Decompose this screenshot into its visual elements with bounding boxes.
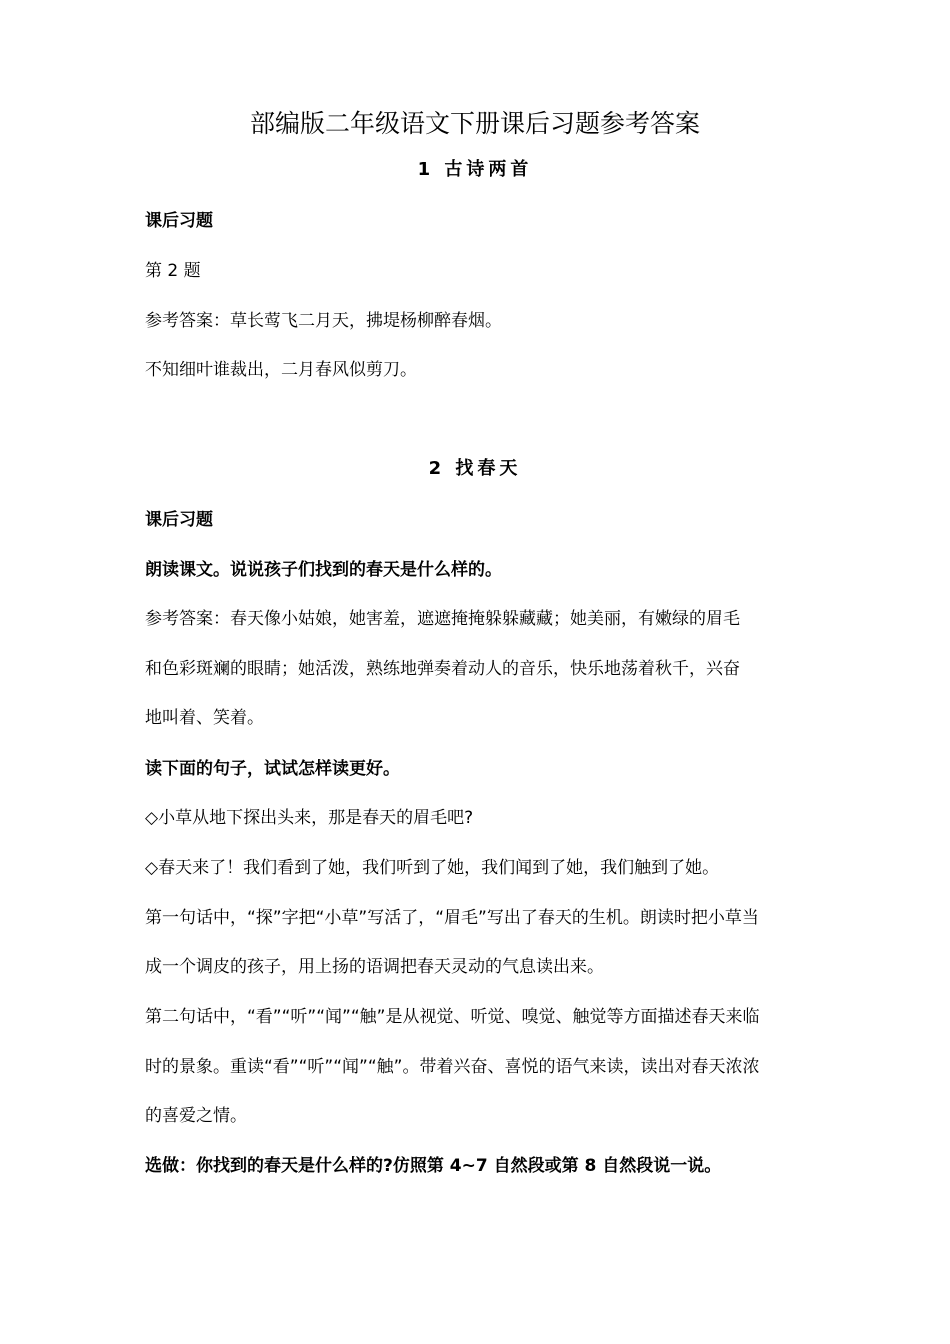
document-title: 部编版二年级语文下册课后习题参考答案 — [249, 109, 700, 138]
answer-line: 不知细叶谁裁出，二月春风似剪刀。 — [145, 360, 417, 380]
example-sentence: ◇小草从地下探出头来，那是春天的眉毛吧? — [145, 808, 474, 828]
explanation-line: 时的景象。重读“看”“听”“闻”“触”。带着兴奋、喜悦的语气来读，读出对春天浓浓 — [145, 1057, 760, 1077]
answer-line: 参考答案：春天像小姑娘，她害羞，遮遮掩掩躲躲藏藏；她美丽，有嫩绿的眉毛 — [145, 609, 740, 629]
explanation-line: 第二句话中，“看”“听”“闻”“触”是从视觉、听觉、嗅觉、触觉等方面描述春天来临 — [145, 1007, 760, 1027]
answer-line: 参考答案：草长莺飞二月天，拂堤杨柳醉春烟。 — [145, 311, 502, 331]
answer-line: 和色彩斑斓的眼睛；她活泼，熟练地弹奏着动人的音乐，快乐地荡着秋千，兴奋 — [145, 659, 740, 679]
answer-line: 地叫着、笑着。 — [145, 708, 264, 728]
question-number: 第 2 题 — [145, 261, 201, 281]
section-heading-2: 2 找春天 — [428, 458, 522, 479]
explanation-line: 的喜爱之情。 — [145, 1106, 247, 1126]
question-2: 读下面的句子，试试怎样读更好。 — [145, 759, 400, 779]
example-sentence: ◇春天来了！我们看到了她，我们听到了她，我们闻到了她，我们触到了她。 — [145, 858, 720, 878]
section-label-1: 课后习题 — [145, 211, 213, 231]
question-3: 选做：你找到的春天是什么样的?仿照第 4~7 自然段或第 8 自然段说一说。 — [145, 1156, 722, 1176]
section-heading-1: 1 古诗两首 — [417, 159, 533, 180]
section-label-2: 课后习题 — [145, 510, 213, 530]
explanation-line: 第一句话中，“探”字把“小草”写活了，“眉毛”写出了春天的生机。朗读时把小草当 — [145, 908, 759, 928]
explanation-line: 成一个调皮的孩子，用上扬的语调把春天灵动的气息读出来。 — [145, 957, 604, 977]
question-1: 朗读课文。说说孩子们找到的春天是什么样的。 — [145, 560, 502, 580]
